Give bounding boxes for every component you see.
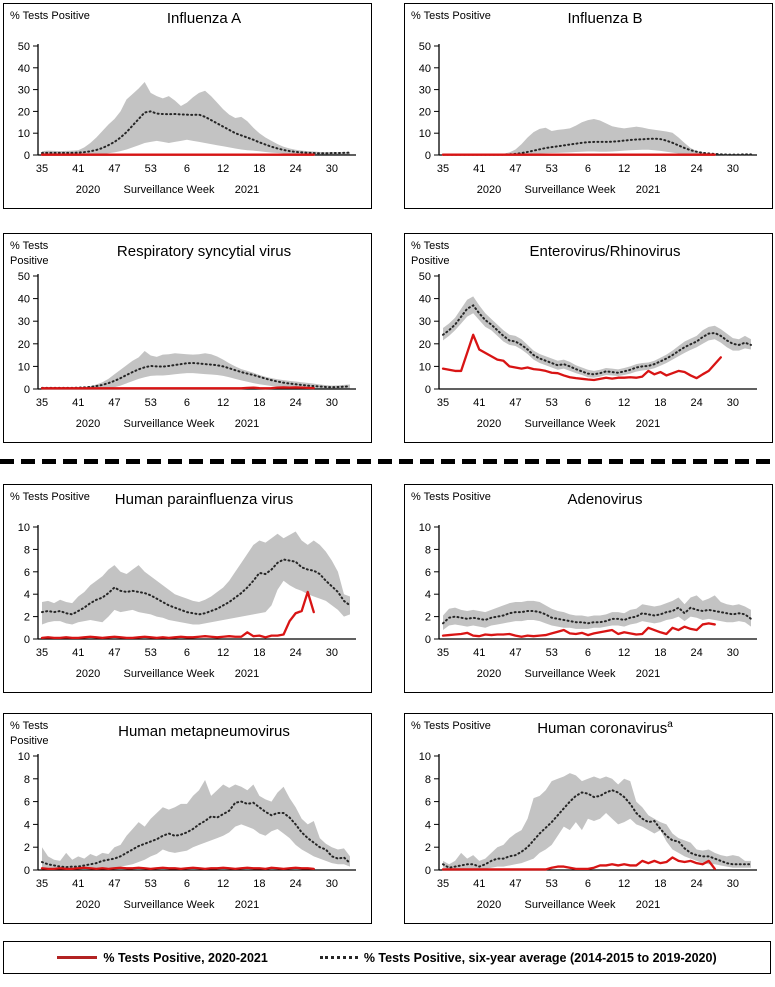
band-area xyxy=(443,119,751,155)
y-tick-label: 10 xyxy=(418,522,431,534)
y-tick-label: 4 xyxy=(23,819,30,832)
chart-panel xyxy=(404,484,773,693)
x-tick-label: 12 xyxy=(618,397,631,409)
y-tick-label: 2 xyxy=(23,611,30,624)
x-tick-label: 6 xyxy=(584,163,592,175)
y-tick-label: 4 xyxy=(424,589,431,602)
y-tick-label: 10 xyxy=(418,361,431,374)
year-label-2020: 2020 xyxy=(476,184,502,196)
y-tick-label: 40 xyxy=(17,293,30,306)
x-tick-label: 41 xyxy=(473,878,486,890)
year-label-2021: 2021 xyxy=(234,184,260,196)
y-tick-label: 0 xyxy=(23,384,30,396)
x-tick-label: 6 xyxy=(584,878,592,890)
y-axis-label: % Tests xyxy=(411,240,450,252)
x-tick-label: 6 xyxy=(584,647,592,659)
x-tick-label: 6 xyxy=(183,397,191,409)
chart-panel xyxy=(3,484,372,693)
legend-item-current xyxy=(57,951,267,965)
x-tick-label: 41 xyxy=(473,397,486,409)
x-tick-label: 30 xyxy=(325,397,339,409)
chart-title: Respiratory syncytial virus xyxy=(116,243,292,260)
x-tick-label: 35 xyxy=(35,878,49,890)
chart-canvas xyxy=(405,485,772,692)
x-tick-label: 24 xyxy=(289,163,302,175)
y-axis-label: % Tests Positive xyxy=(10,491,90,503)
y-tick-label: 0 xyxy=(23,865,30,877)
x-tick-label: 53 xyxy=(144,878,157,890)
chart-canvas xyxy=(405,234,772,442)
legend-item-average xyxy=(320,951,717,965)
x-tick-label: 12 xyxy=(217,878,230,890)
year-label-2020: 2020 xyxy=(75,184,101,196)
y-tick-label: 6 xyxy=(23,566,30,579)
x-tick-label: 24 xyxy=(690,397,703,409)
y-tick-label: 20 xyxy=(17,338,30,351)
chart-canvas xyxy=(405,714,772,923)
x-tick-label: 41 xyxy=(72,397,85,409)
dotted-line-swatch xyxy=(320,956,358,959)
y-axis-label: Positive xyxy=(10,255,49,267)
y-tick-label: 20 xyxy=(418,106,431,119)
chart-panel xyxy=(3,3,372,209)
x-tick-label: 6 xyxy=(183,163,191,175)
x-axis-caption: Surveillance Week xyxy=(524,184,616,196)
x-tick-label: 30 xyxy=(325,878,339,890)
x-axis-caption: Surveillance Week xyxy=(123,418,215,430)
x-axis-caption: Surveillance Week xyxy=(524,899,616,911)
x-tick-label: 18 xyxy=(654,163,667,175)
y-tick-label: 10 xyxy=(17,751,30,763)
x-tick-label: 12 xyxy=(618,878,631,890)
x-axis-caption: Surveillance Week xyxy=(123,184,215,196)
x-tick-label: 24 xyxy=(690,647,703,659)
x-tick-label: 6 xyxy=(584,397,592,409)
y-tick-label: 2 xyxy=(23,842,30,855)
x-tick-label: 30 xyxy=(325,163,339,175)
x-tick-label: 18 xyxy=(654,878,667,890)
x-axis-caption: Surveillance Week xyxy=(123,668,215,680)
x-tick-label: 18 xyxy=(654,397,667,409)
x-tick-label: 24 xyxy=(289,647,302,659)
y-axis-label: % Tests Positive xyxy=(10,10,90,22)
y-tick-label: 10 xyxy=(17,361,30,374)
y-tick-label: 8 xyxy=(23,773,30,786)
chart-panel xyxy=(3,713,372,924)
y-tick-label: 0 xyxy=(424,150,431,162)
x-tick-label: 6 xyxy=(183,647,191,659)
y-tick-label: 30 xyxy=(418,84,431,97)
x-tick-label: 24 xyxy=(690,163,703,175)
x-tick-label: 53 xyxy=(144,163,157,175)
x-axis-caption: Surveillance Week xyxy=(123,899,215,911)
chart-panel xyxy=(404,233,773,443)
x-tick-label: 47 xyxy=(108,878,121,890)
x-tick-label: 35 xyxy=(436,163,450,175)
x-tick-label: 24 xyxy=(289,878,302,890)
year-label-2021: 2021 xyxy=(234,418,260,430)
y-tick-label: 10 xyxy=(17,522,30,534)
x-tick-label: 53 xyxy=(545,163,558,175)
x-tick-label: 12 xyxy=(618,647,631,659)
chart-title: Human metapneumovirus xyxy=(118,723,290,740)
x-tick-label: 18 xyxy=(654,647,667,659)
year-label-2021: 2021 xyxy=(635,668,661,680)
chart-title: Influenza B xyxy=(567,10,643,27)
y-tick-label: 40 xyxy=(418,293,431,306)
y-tick-label: 2 xyxy=(424,611,431,624)
y-tick-label: 10 xyxy=(17,128,30,141)
chart-title: Human parainfluenza virus xyxy=(114,491,294,508)
y-axis-label: % Tests xyxy=(10,720,49,732)
x-tick-label: 18 xyxy=(253,397,266,409)
y-tick-label: 30 xyxy=(17,316,30,329)
x-tick-label: 35 xyxy=(35,647,49,659)
x-tick-label: 53 xyxy=(545,878,558,890)
y-tick-label: 50 xyxy=(17,271,30,283)
y-tick-label: 8 xyxy=(23,544,30,557)
y-axis-label: % Tests xyxy=(10,240,49,252)
y-tick-label: 40 xyxy=(17,62,30,75)
x-tick-label: 12 xyxy=(217,647,230,659)
x-tick-label: 35 xyxy=(35,163,49,175)
y-tick-label: 8 xyxy=(424,773,431,786)
chart-title: Human coronavirus$^a$ xyxy=(537,719,673,737)
chart-panel xyxy=(404,3,773,209)
legend-label-average: % Tests Positive, six-year average (2014-2015 to 2019-2020) xyxy=(363,950,717,965)
x-tick-label: 18 xyxy=(253,647,266,659)
year-label-2021: 2021 xyxy=(234,668,260,680)
x-tick-label: 30 xyxy=(726,878,740,890)
chart-title: Influenza A xyxy=(166,10,242,27)
y-tick-label: 10 xyxy=(418,128,431,141)
x-tick-label: 53 xyxy=(545,397,558,409)
x-tick-label: 53 xyxy=(144,647,157,659)
legend xyxy=(3,941,771,974)
x-tick-label: 41 xyxy=(473,647,486,659)
year-label-2020: 2020 xyxy=(75,668,101,680)
section-divider xyxy=(0,459,775,464)
x-tick-label: 35 xyxy=(35,397,49,409)
y-tick-label: 0 xyxy=(424,634,431,646)
x-tick-label: 24 xyxy=(289,397,302,409)
x-tick-label: 12 xyxy=(618,163,631,175)
chart-panel xyxy=(3,233,372,443)
y-tick-label: 4 xyxy=(23,589,30,602)
chart-title: Adenovirus xyxy=(567,491,643,508)
x-tick-label: 30 xyxy=(726,163,740,175)
band-area xyxy=(443,296,751,377)
x-tick-label: 47 xyxy=(108,397,121,409)
x-tick-label: 12 xyxy=(217,397,230,409)
x-tick-label: 30 xyxy=(726,397,740,409)
x-tick-label: 41 xyxy=(473,163,486,175)
x-tick-label: 47 xyxy=(509,163,522,175)
year-label-2020: 2020 xyxy=(476,899,502,911)
y-tick-label: 0 xyxy=(424,384,431,396)
red-line-swatch xyxy=(57,956,97,959)
chart-canvas xyxy=(4,234,371,442)
y-tick-label: 20 xyxy=(17,106,30,119)
x-tick-label: 35 xyxy=(436,397,450,409)
year-label-2021: 2021 xyxy=(635,184,661,196)
y-tick-label: 6 xyxy=(23,796,30,809)
y-axis-label: % Tests Positive xyxy=(411,720,491,732)
x-tick-label: 47 xyxy=(509,397,522,409)
y-tick-label: 30 xyxy=(17,84,30,97)
year-label-2020: 2020 xyxy=(476,418,502,430)
title-superscript: a xyxy=(667,719,673,730)
x-tick-label: 47 xyxy=(108,647,121,659)
band-area xyxy=(443,773,751,869)
x-axis-caption: Surveillance Week xyxy=(524,418,616,430)
chart-title: Enterovirus/Rhinovirus xyxy=(529,243,681,260)
band-area xyxy=(42,82,350,155)
x-tick-label: 35 xyxy=(436,647,450,659)
year-label-2021: 2021 xyxy=(635,899,661,911)
x-tick-label: 41 xyxy=(72,163,85,175)
x-tick-label: 47 xyxy=(509,647,522,659)
y-tick-label: 6 xyxy=(424,796,431,809)
year-label-2021: 2021 xyxy=(635,418,661,430)
y-tick-label: 0 xyxy=(23,634,30,646)
x-axis-caption: Surveillance Week xyxy=(524,668,616,680)
chart-canvas xyxy=(405,4,772,208)
y-tick-label: 50 xyxy=(17,41,30,53)
y-tick-label: 50 xyxy=(418,41,431,53)
year-label-2020: 2020 xyxy=(476,668,502,680)
band-area xyxy=(42,780,350,869)
year-label-2020: 2020 xyxy=(75,418,101,430)
x-tick-label: 47 xyxy=(108,163,121,175)
x-tick-label: 30 xyxy=(726,647,740,659)
chart-canvas xyxy=(4,714,371,923)
chart-canvas xyxy=(4,485,371,692)
chart-panel xyxy=(404,713,773,924)
y-tick-label: 8 xyxy=(424,544,431,557)
y-axis-label: % Tests Positive xyxy=(411,491,491,503)
x-tick-label: 18 xyxy=(253,163,266,175)
x-tick-label: 35 xyxy=(436,878,450,890)
chart-canvas xyxy=(4,4,371,208)
y-tick-label: 4 xyxy=(424,819,431,832)
x-tick-label: 12 xyxy=(217,163,230,175)
y-axis-label: Positive xyxy=(10,735,49,747)
x-tick-label: 47 xyxy=(509,878,522,890)
x-tick-label: 6 xyxy=(183,878,191,890)
legend-label-current: % Tests Positive, 2020-2021 xyxy=(103,950,268,965)
y-tick-label: 20 xyxy=(418,338,431,351)
x-tick-label: 41 xyxy=(72,878,85,890)
x-tick-label: 41 xyxy=(72,647,85,659)
band-area xyxy=(42,531,350,624)
x-tick-label: 18 xyxy=(253,878,266,890)
y-tick-label: 50 xyxy=(418,271,431,283)
current-line xyxy=(42,868,314,869)
x-tick-label: 53 xyxy=(545,647,558,659)
y-axis-label: % Tests Positive xyxy=(411,10,491,22)
band-area xyxy=(42,351,350,389)
y-tick-label: 30 xyxy=(418,316,431,329)
y-axis-label: Positive xyxy=(411,255,450,267)
year-label-2020: 2020 xyxy=(75,899,101,911)
x-tick-label: 53 xyxy=(144,397,157,409)
x-tick-label: 24 xyxy=(690,878,703,890)
y-tick-label: 10 xyxy=(418,751,431,763)
x-tick-label: 30 xyxy=(325,647,339,659)
y-tick-label: 0 xyxy=(424,865,431,877)
y-tick-label: 40 xyxy=(418,62,431,75)
y-tick-label: 6 xyxy=(424,566,431,579)
year-label-2021: 2021 xyxy=(234,899,260,911)
current-line xyxy=(42,387,314,388)
y-tick-label: 2 xyxy=(424,842,431,855)
y-tick-label: 0 xyxy=(23,150,30,162)
